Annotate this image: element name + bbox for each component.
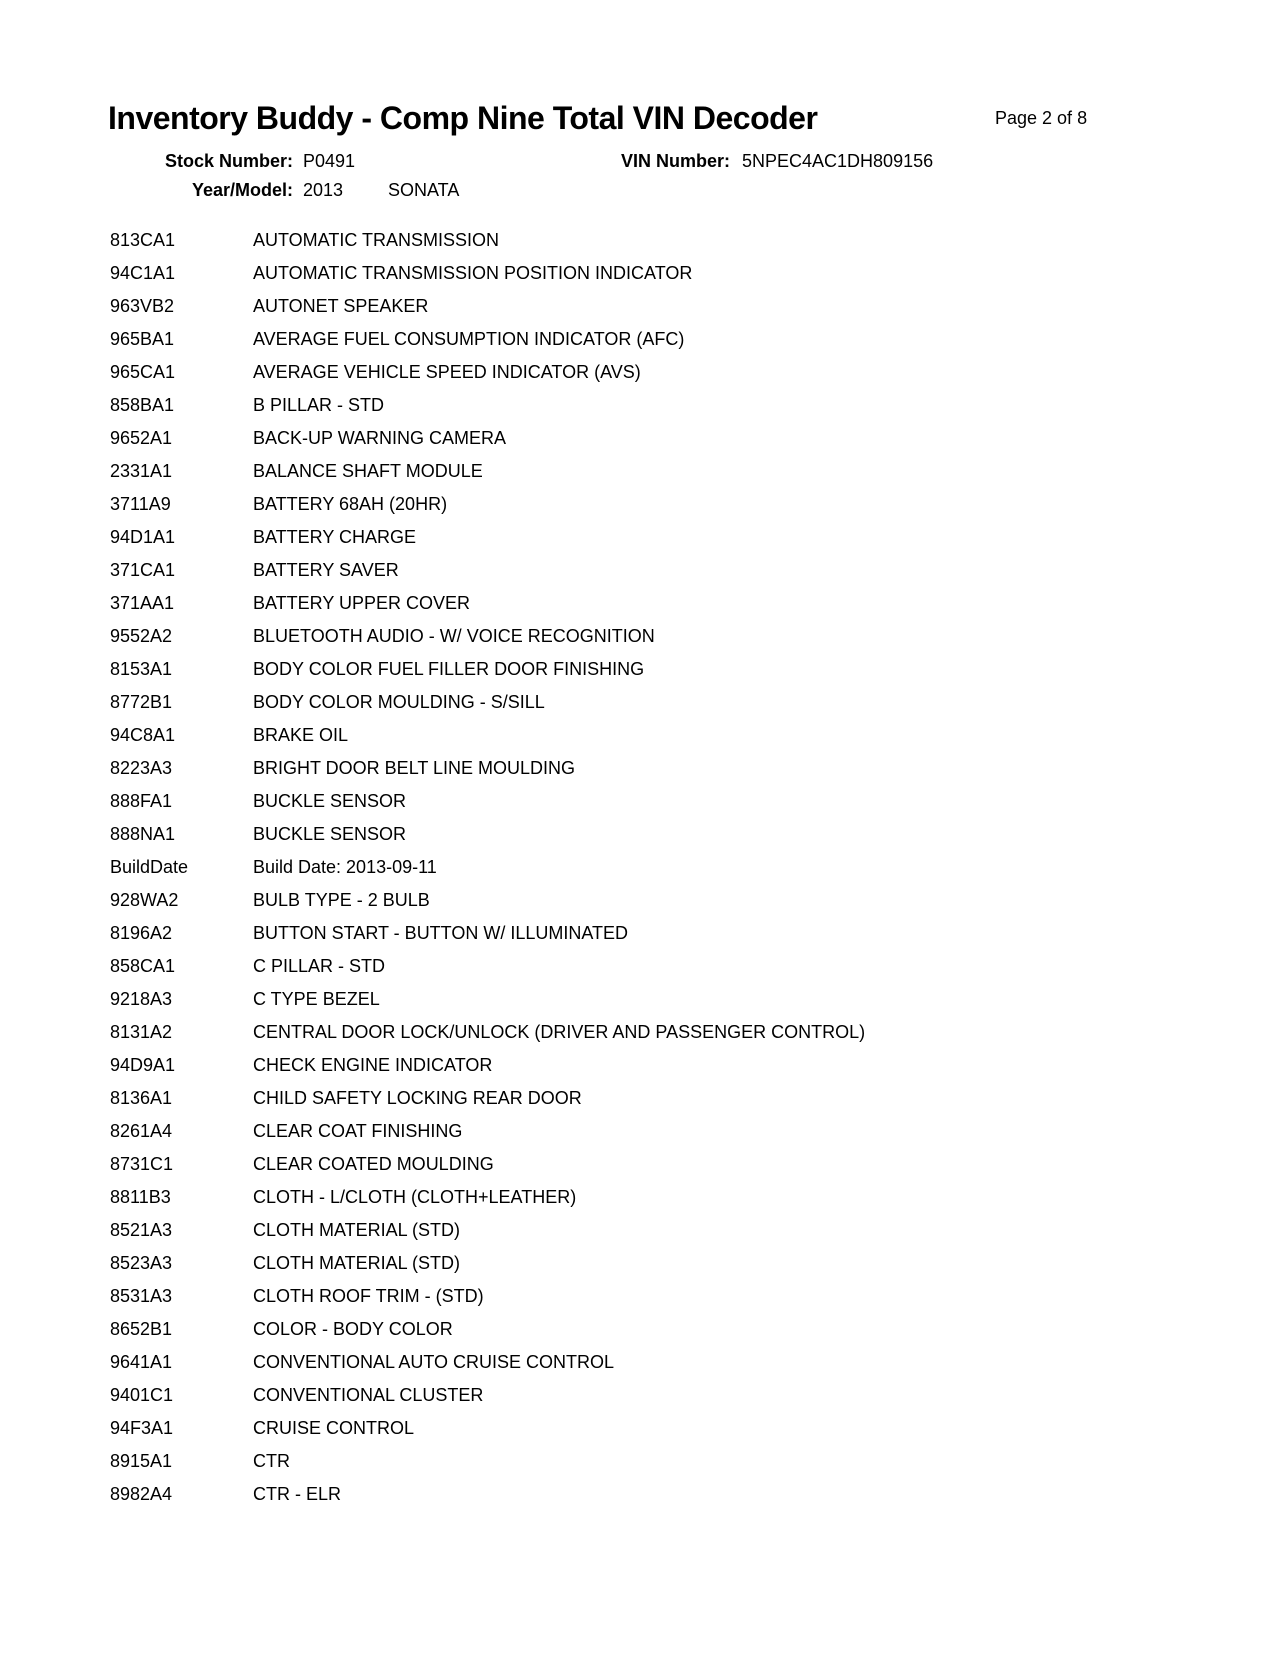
option-code: 8136A1	[110, 1088, 173, 1108]
option-code: 94D9A1	[110, 1055, 176, 1075]
option-code: 371AA1	[110, 593, 175, 613]
table-row	[110, 983, 1210, 1016]
year-model-label: Year/Model:	[191, 180, 293, 200]
option-code: 94C1A1	[110, 263, 176, 283]
option-description: CLOTH MATERIAL (STD)	[253, 1220, 461, 1240]
table-row	[110, 1346, 1210, 1379]
table-row	[110, 1214, 1210, 1247]
option-description: BLUETOOTH AUDIO - W/ VOICE RECOGNITION	[253, 626, 655, 646]
option-description: BODY COLOR FUEL FILLER DOOR FINISHING	[253, 659, 645, 679]
option-code: 928WA2	[110, 890, 179, 910]
option-description: BODY COLOR MOULDING - S/SILL	[253, 692, 545, 712]
table-row	[110, 1115, 1210, 1148]
table-row	[110, 1148, 1210, 1181]
option-description: AUTONET SPEAKER	[253, 296, 429, 316]
option-description: BACK-UP WARNING CAMERA	[253, 428, 507, 448]
option-description: CLEAR COATED MOULDING	[253, 1154, 494, 1174]
options-table	[110, 224, 1210, 1511]
option-description: BATTERY SAVER	[253, 560, 399, 580]
option-code: 94C8A1	[110, 725, 176, 745]
table-row	[110, 917, 1210, 950]
table-row	[110, 950, 1210, 983]
option-code: 371CA1	[110, 560, 176, 580]
table-row	[110, 521, 1210, 554]
stock-number-value: P0491	[303, 151, 356, 171]
option-code: 8811B3	[110, 1187, 171, 1207]
option-code: 965CA1	[110, 362, 176, 382]
option-description: BATTERY 68AH (20HR)	[253, 494, 448, 514]
option-description: CTR - ELR	[253, 1484, 342, 1504]
table-row	[110, 785, 1210, 818]
option-description: BALANCE SHAFT MODULE	[253, 461, 483, 481]
option-code: 9641A1	[110, 1352, 173, 1372]
option-description: CLOTH - L/CLOTH (CLOTH+LEATHER)	[253, 1187, 577, 1207]
option-description: AUTOMATIC TRANSMISSION	[253, 230, 500, 250]
vin-number-label: VIN Number:	[620, 151, 730, 171]
table-row	[110, 224, 1210, 257]
option-description: CONVENTIONAL AUTO CRUISE CONTROL	[253, 1352, 615, 1372]
option-code: 963VB2	[110, 296, 175, 316]
option-description: BRAKE OIL	[253, 725, 349, 745]
option-code: 8131A2	[110, 1022, 173, 1042]
table-row	[110, 422, 1210, 455]
option-code: 8982A4	[110, 1484, 173, 1504]
table-row	[110, 587, 1210, 620]
option-code: 94D1A1	[110, 527, 176, 547]
option-description: CLEAR COAT FINISHING	[253, 1121, 463, 1141]
table-row	[110, 1412, 1210, 1445]
option-description: BATTERY CHARGE	[253, 527, 417, 547]
page-title: Inventory Buddy - Comp Nine Total VIN Decoder	[108, 100, 818, 136]
option-code: 94F3A1	[110, 1418, 174, 1438]
option-description: C PILLAR - STD	[253, 956, 386, 976]
table-row	[110, 1247, 1210, 1280]
option-code: 8652B1	[110, 1319, 173, 1339]
option-code: 8261A4	[110, 1121, 173, 1141]
option-code: 888FA1	[110, 791, 173, 811]
option-code: BuildDate	[110, 857, 189, 877]
table-row	[110, 1016, 1210, 1049]
option-description: BRIGHT DOOR BELT LINE MOULDING	[253, 758, 576, 778]
stock-number-label: Stock Number:	[164, 151, 293, 171]
option-code: 888NA1	[110, 824, 176, 844]
table-row	[110, 719, 1210, 752]
option-code: 8521A3	[110, 1220, 173, 1240]
table-row	[110, 1181, 1210, 1214]
table-row	[110, 620, 1210, 653]
option-description: CTR	[253, 1451, 290, 1471]
table-row	[110, 884, 1210, 917]
meta-row-1	[0, 151, 1280, 175]
table-row	[110, 389, 1210, 422]
table-row	[110, 818, 1210, 851]
table-row	[110, 1313, 1210, 1346]
option-description: CHECK ENGINE INDICATOR	[253, 1055, 493, 1075]
table-row	[110, 686, 1210, 719]
option-code: 9401C1	[110, 1385, 174, 1405]
table-row	[110, 356, 1210, 389]
option-code: 8772B1	[110, 692, 173, 712]
table-row	[110, 1379, 1210, 1412]
option-description: BULB TYPE - 2 BULB	[253, 890, 430, 910]
option-description: COLOR - BODY COLOR	[253, 1319, 453, 1339]
table-row	[110, 653, 1210, 686]
option-description: BATTERY UPPER COVER	[253, 593, 471, 613]
option-code: 9218A3	[110, 989, 173, 1009]
option-description: CENTRAL DOOR LOCK/UNLOCK (DRIVER AND PASSENGER CONTROL)	[253, 1022, 866, 1042]
option-code: 8153A1	[110, 659, 173, 679]
option-description: B PILLAR - STD	[253, 395, 385, 415]
option-code: 8196A2	[110, 923, 173, 943]
option-description: CLOTH MATERIAL (STD)	[253, 1253, 461, 1273]
option-code: 965BA1	[110, 329, 175, 349]
model-value: SONATA	[388, 180, 460, 200]
option-code: 8531A3	[110, 1286, 173, 1306]
page-number-indicator: Page 2 of 8	[995, 108, 1088, 128]
table-row	[110, 851, 1210, 884]
option-code: 8223A3	[110, 758, 173, 778]
option-description: BUCKLE SENSOR	[253, 824, 407, 844]
option-code: 9652A1	[110, 428, 173, 448]
option-code: 8915A1	[110, 1451, 173, 1471]
table-row	[110, 1445, 1210, 1478]
option-code: 858BA1	[110, 395, 175, 415]
option-description: BUTTON START - BUTTON W/ ILLUMINATED	[253, 923, 629, 943]
option-code: 8523A3	[110, 1253, 173, 1273]
table-row	[110, 554, 1210, 587]
option-description: AVERAGE VEHICLE SPEED INDICATOR (AVS)	[253, 362, 641, 382]
option-code: 9552A2	[110, 626, 173, 646]
table-row	[110, 323, 1210, 356]
option-description: CONVENTIONAL CLUSTER	[253, 1385, 484, 1405]
table-row	[110, 752, 1210, 785]
option-code: 2331A1	[110, 461, 173, 481]
option-description: AVERAGE FUEL CONSUMPTION INDICATOR (AFC)	[253, 329, 685, 349]
table-row	[110, 1082, 1210, 1115]
option-code: 858CA1	[110, 956, 176, 976]
table-row	[110, 257, 1210, 290]
option-code: 813CA1	[110, 230, 176, 250]
vin-number-value: 5NPEC4AC1DH809156	[742, 151, 934, 171]
option-description: BUCKLE SENSOR	[253, 791, 407, 811]
table-row	[110, 1478, 1210, 1511]
option-description: C TYPE BEZEL	[253, 989, 380, 1009]
year-value: 2013	[303, 180, 344, 200]
option-description: CRUISE CONTROL	[253, 1418, 415, 1438]
option-description: Build Date: 2013-09-11	[253, 857, 437, 877]
option-code: 3711A9	[110, 494, 171, 514]
option-description: AUTOMATIC TRANSMISSION POSITION INDICATOR	[253, 263, 693, 283]
table-row	[110, 1049, 1210, 1082]
option-description: CHILD SAFETY LOCKING REAR DOOR	[253, 1088, 582, 1108]
table-row	[110, 455, 1210, 488]
option-description: CLOTH ROOF TRIM - (STD)	[253, 1286, 484, 1306]
table-row	[110, 488, 1210, 521]
table-row	[110, 290, 1210, 323]
table-row	[110, 1280, 1210, 1313]
option-code: 8731C1	[110, 1154, 174, 1174]
meta-row-2	[0, 180, 1280, 204]
